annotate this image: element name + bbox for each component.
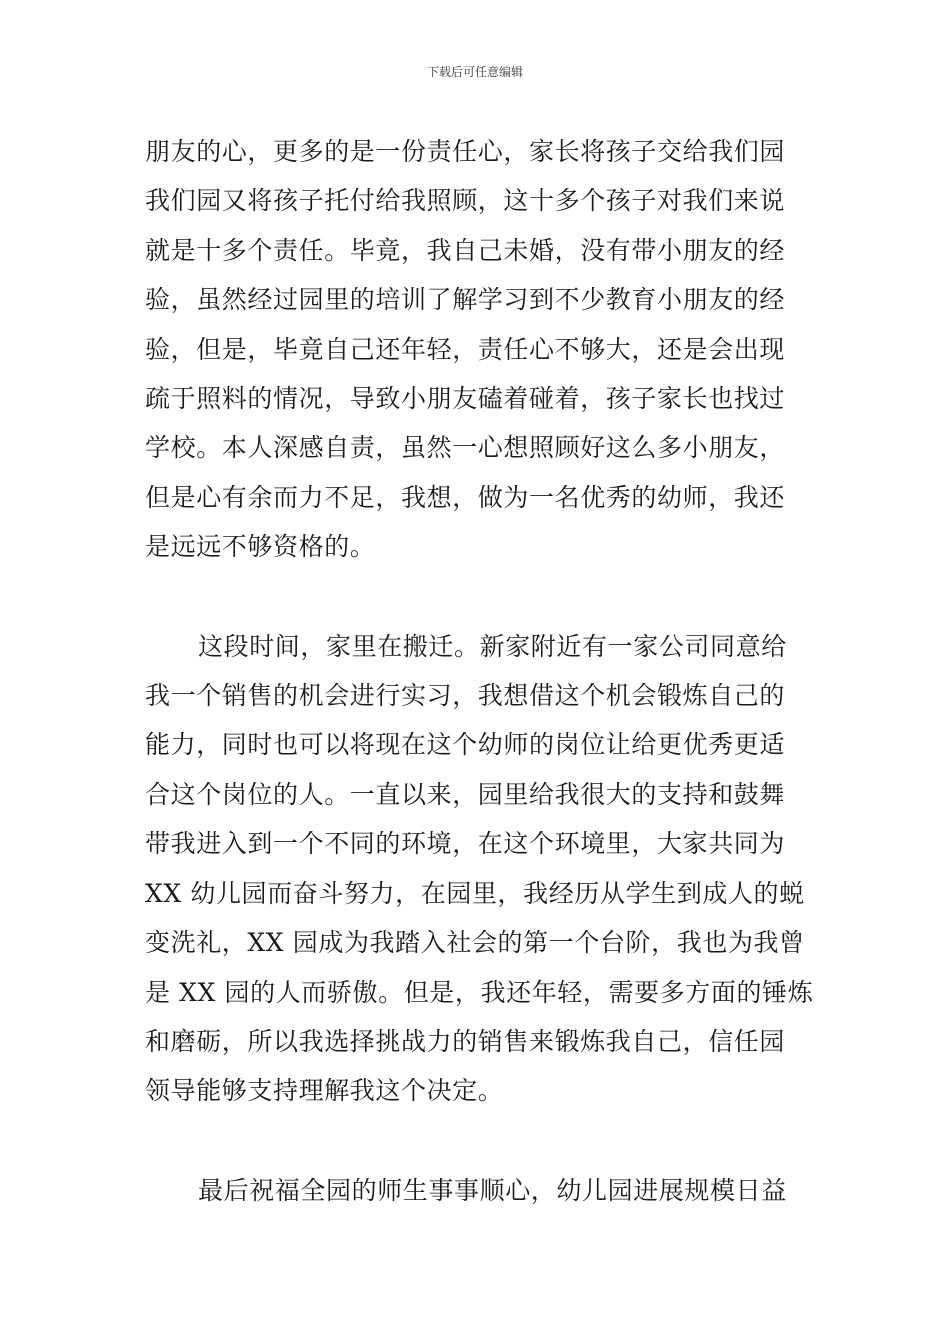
page-header: 下载后可任意编辑 [426,65,523,79]
text-line: 朋友的心，更多的是一份责任心，家长将孩子交给我们园 [145,137,786,166]
text-line: XX 幼儿园而奋斗努力，在园里，我经历从学生到成人的蜕 [145,878,805,908]
text-line: 合这个岗位的人。一直以来，园里给我很大的支持和鼓舞 [145,779,786,809]
text-line: 验，但是，毕竟自己还年轻，责任心不够大，还是会出现 [145,334,786,364]
text-line: 能力，同时也可以将现在这个幼师的岗位让给更优秀更适 [145,730,786,760]
text-line: 但是心有余而力不足，我想，做为一名优秀的幼师，我还 [145,482,786,512]
text-line: 就是十多个责任。毕竟，我自己未婚，没有带小朋友的经 [145,235,786,265]
text-line: 疏于照料的情况，导致小朋友磕着碰着，孩子家长也找过 [145,384,786,414]
paragraph-gap [145,1116,810,1166]
text-line: 带我进入到一个不同的环境，在这个环境里，大家共同为 [145,829,786,859]
text-line: 是 XX 园的人而骄傲。但是，我还年轻，需要多方面的锤炼 [145,977,814,1007]
document-body [145,127,814,1215]
paragraph-2 [145,622,814,1116]
paragraph-gap [145,572,810,622]
text-line: 和磨砺，所以我选择挑战力的销售来锻炼我自己，信任园 [145,1026,786,1056]
text-line: 我一个销售的机会进行实习，我想借这个机会锻炼自己的 [145,681,786,711]
text-line: 验，虽然经过园里的培训了解学习到不少教育小朋友的经 [145,285,786,315]
text-line: 我们园又将孩子托付给我照顾，这十多个孩子对我们来说 [145,186,786,216]
text-line: 最后祝福全园的师生事事顺心，幼儿园进展规模日益 [198,1175,787,1205]
text-line: 是远远不够资格的。 [145,532,376,562]
paragraph-3 [145,1166,810,1215]
text-line: 学校。本人深感自责，虽然一心想照顾好这么多小朋友， [145,433,786,463]
paragraph-1 [145,127,810,572]
text-line: 变洗礼，XX 园成为我踏入社会的第一个台阶，我也为我曾 [145,928,805,958]
text-line: 这段时间，家里在搬迁。新家附近有一家公司同意给 [198,631,787,661]
text-line: 领导能够支持理解我这个决定。 [145,1076,504,1106]
